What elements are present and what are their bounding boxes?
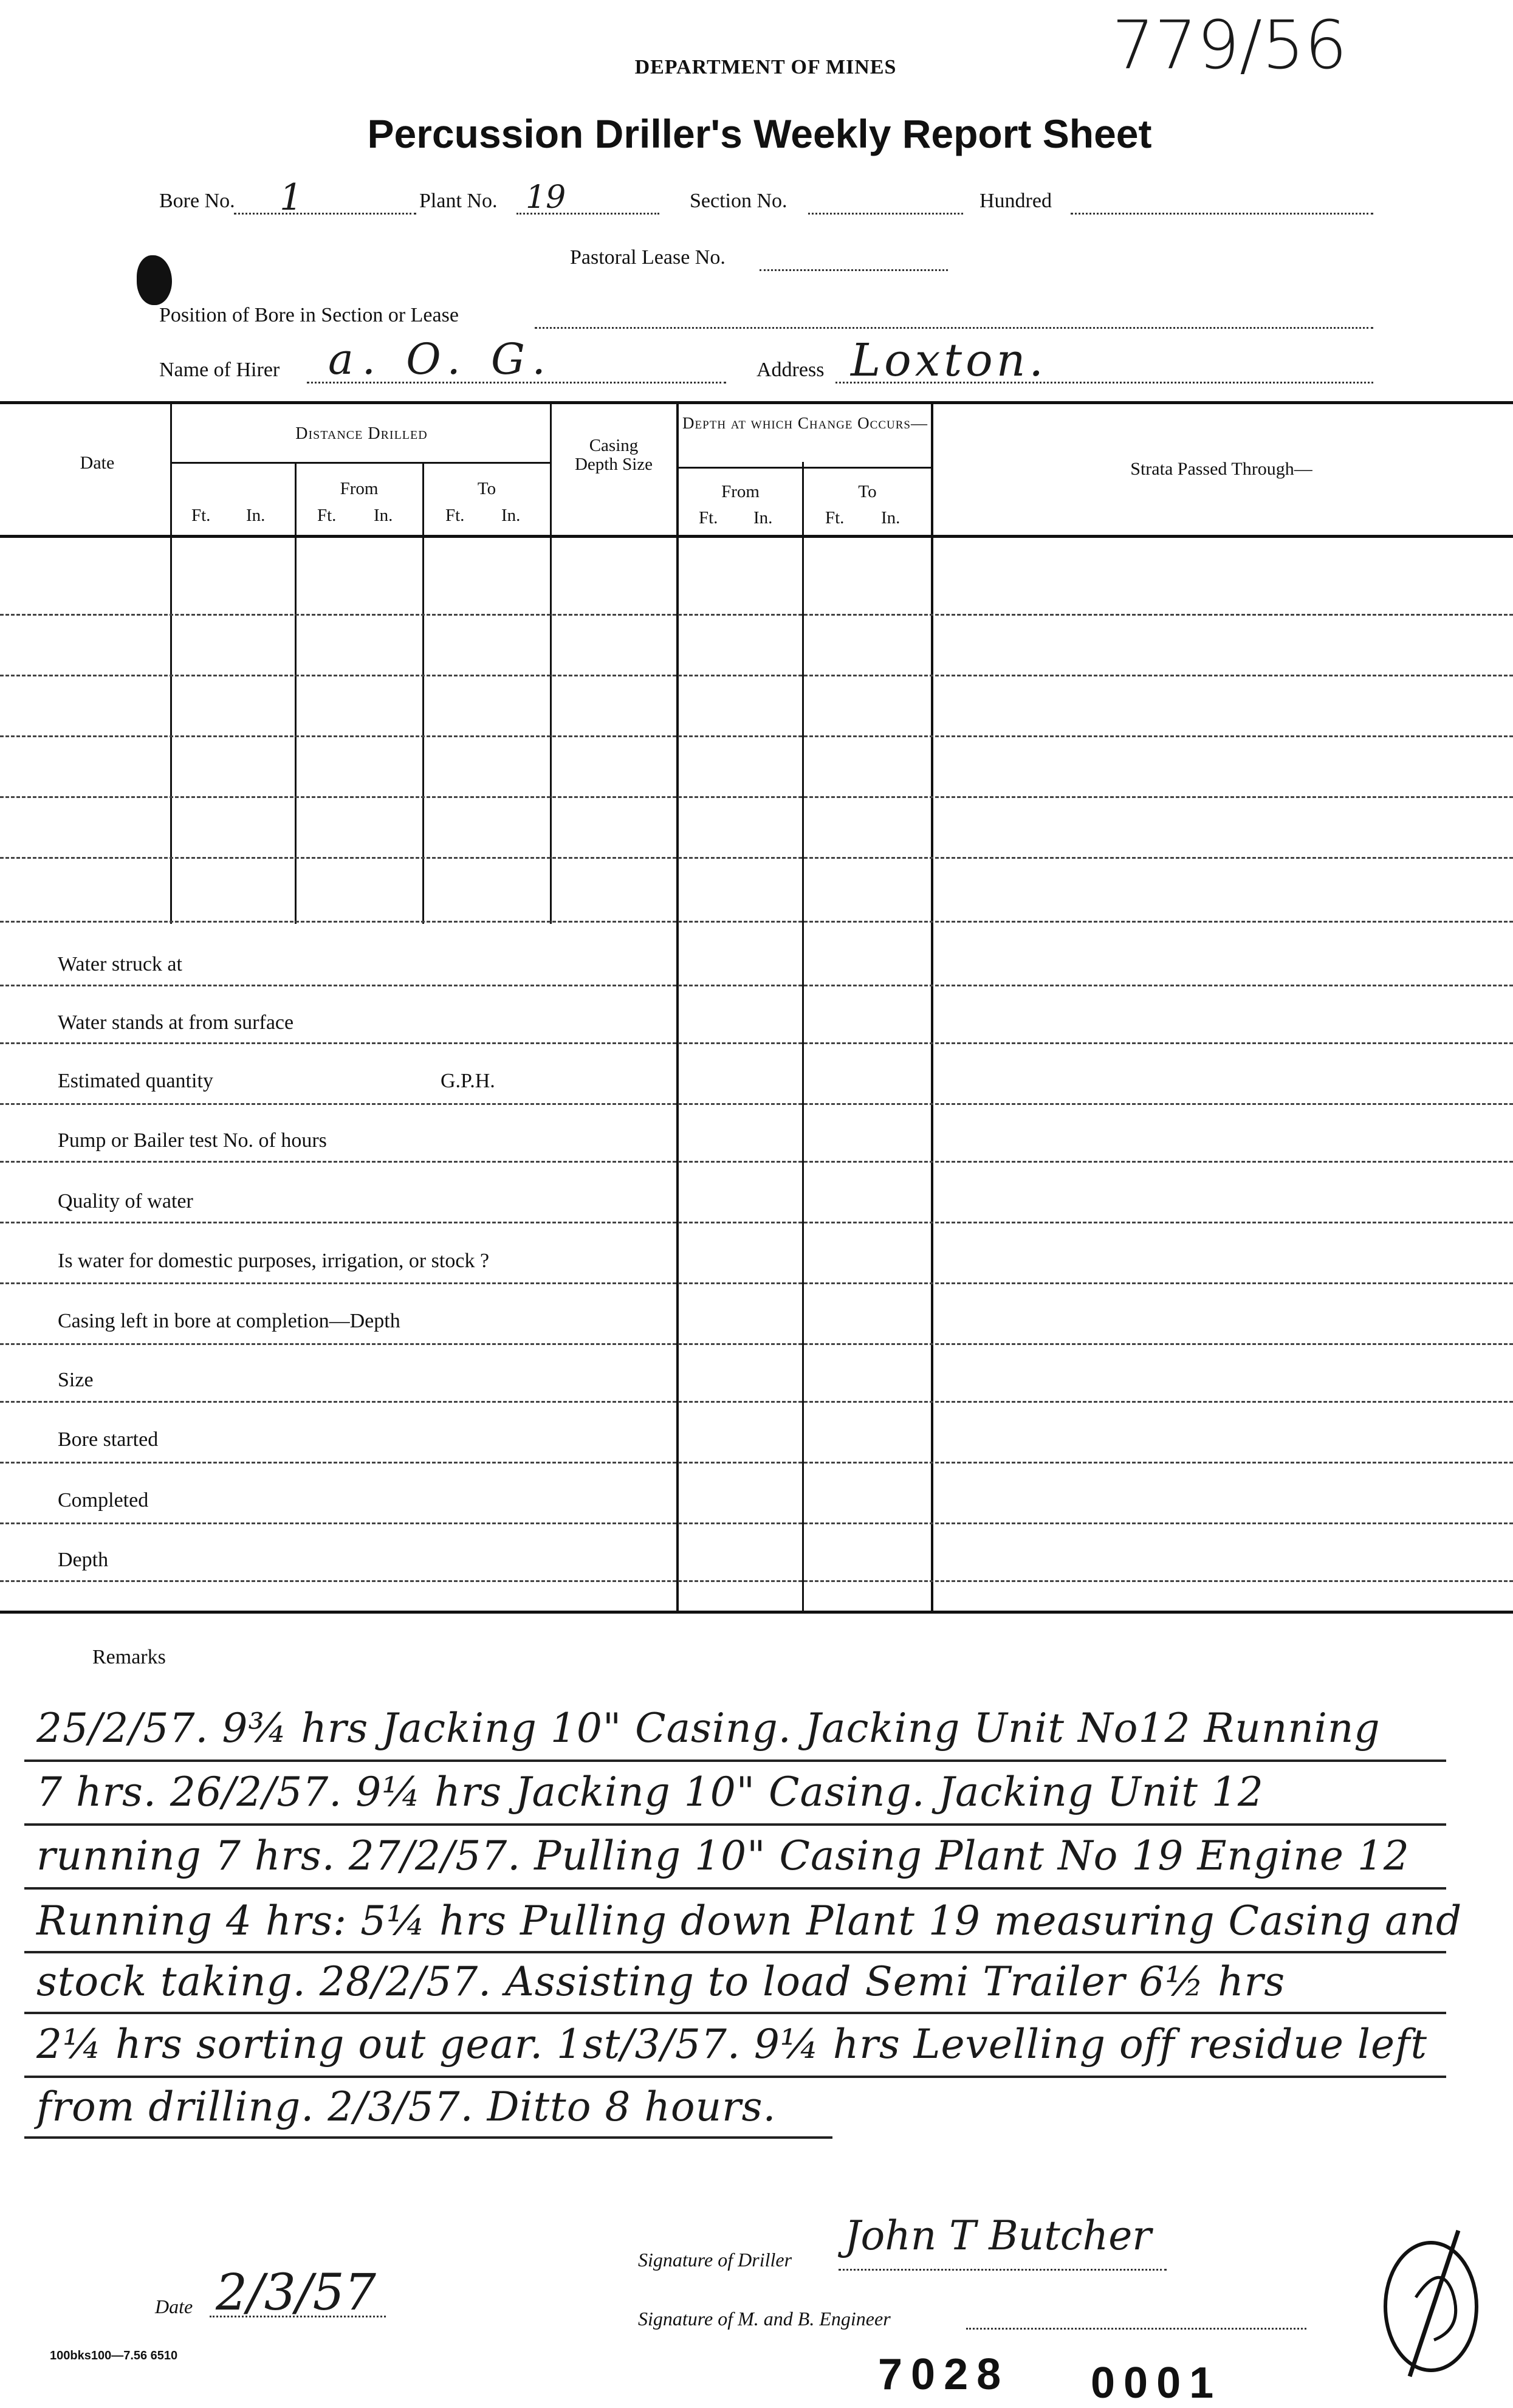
remark-rule (24, 1951, 1446, 1953)
completed-label: Completed (58, 1489, 149, 1512)
remark-rule (24, 2012, 1446, 2014)
col-divider-strata (931, 404, 933, 1611)
table-top-rule (0, 401, 1513, 404)
table-row (0, 1343, 1513, 1345)
department-heading: DEPARTMENT OF MINES (634, 56, 897, 78)
doc-number-a: 7028 (878, 2350, 1010, 2399)
in-label-4: In. (753, 508, 773, 528)
plant-no-value: 19 (526, 179, 566, 216)
table-row (0, 985, 1513, 986)
ft-label-2: Ft. (317, 506, 337, 525)
col-divider-casing-right (676, 404, 679, 1611)
remark-line-5: stock taking. 28/2/57. Assisting to load Semi Trailer 6½ hrs (36, 1958, 1286, 2005)
water-struck-label: Water struck at (58, 953, 182, 975)
remark-rule (24, 1760, 1446, 1762)
remark-line-2: 7 hrs. 26/2/57. 9¼ hrs Jacking 10" Casing. Jacking Unit 12 (36, 1769, 1264, 1815)
hirer-value: a. O. G. (328, 334, 554, 384)
strata-header: Strata Passed Through— (1130, 459, 1312, 479)
table-row (0, 1282, 1513, 1284)
size-label: Size (58, 1369, 94, 1391)
engineer-signature-label: Signature of M. and B. Engineer (638, 2308, 891, 2330)
in-label-5: In. (881, 508, 901, 528)
table-row (0, 614, 1513, 616)
from-label-2: From (721, 482, 760, 501)
hundred-field (1071, 213, 1373, 215)
remark-line-3: running 7 hrs. 27/2/57. Pulling 10" Casing Plant No 19 Engine 12 (36, 1832, 1410, 1879)
remark-rule (24, 1823, 1446, 1826)
remark-rule (24, 2076, 1446, 2078)
bore-no-value: 1 (280, 176, 303, 219)
table-row (0, 921, 1513, 923)
date-header: Date (80, 453, 115, 473)
file-number: 779/56 (1112, 6, 1347, 84)
position-field (535, 327, 1373, 329)
ft-label-5: Ft. (825, 508, 845, 528)
doc-number-b: 0001 (1091, 2359, 1223, 2407)
ft-label-3: Ft. (445, 506, 465, 525)
estimated-quantity-label: Estimated quantity (58, 1070, 213, 1092)
plant-no-label: Plant No. (419, 190, 498, 212)
purpose-label: Is water for domestic purposes, irrigation, or stock ? (58, 1250, 490, 1272)
gph-label: G.P.H. (441, 1070, 495, 1092)
col-divider-to (422, 462, 424, 924)
remark-rule (24, 1887, 1446, 1890)
initials-mark (1373, 2224, 1495, 2382)
position-label: Position of Bore in Section or Lease (159, 304, 459, 326)
page-title: Percussion Driller's Weekly Report Sheet (367, 111, 1152, 156)
depth-change-header: Depth at which Change Occurs— (682, 414, 928, 432)
ft-label-1: Ft. (191, 506, 211, 525)
remarks-label: Remarks (92, 1646, 166, 1668)
print-code: 100bks100—7.56 6510 (50, 2349, 178, 2362)
ft-label-4: Ft. (699, 508, 718, 528)
col-divider-casing-left (550, 404, 552, 924)
driller-signature-label: Signature of Driller (638, 2249, 792, 2271)
section-no-label: Section No. (690, 190, 787, 212)
section-no-field (808, 213, 963, 215)
table-row (0, 796, 1513, 798)
table-row (0, 735, 1513, 737)
engineer-signature-field (966, 2328, 1306, 2330)
remark-line-6: 2¼ hrs sorting out gear. 1st/3/57. 9¼ hrs Levelling off residue left (36, 2021, 1428, 2068)
table-row (0, 1462, 1513, 1464)
address-label: Address (756, 359, 825, 381)
pump-test-label: Pump or Bailer test No. of hours (58, 1129, 327, 1152)
table-row (0, 1161, 1513, 1163)
from-label-1: From (340, 479, 379, 498)
address-value: Loxton. (851, 334, 1047, 387)
date-footer-label: Date (155, 2296, 193, 2317)
table-header-rule (0, 535, 1513, 538)
driller-signature-field (839, 2269, 1167, 2271)
in-label-3: In. (501, 506, 521, 525)
in-label-2: In. (374, 506, 393, 525)
table-row (0, 1103, 1513, 1105)
table-row (0, 857, 1513, 859)
depth-label: Depth (58, 1549, 109, 1571)
bore-no-label: Bore No. (159, 190, 235, 212)
pastoral-lease-field (760, 269, 948, 271)
in-label-1: In. (246, 506, 266, 525)
col-divider-depth-mid (802, 462, 804, 1611)
bore-started-label: Bore started (58, 1428, 159, 1451)
hundred-label: Hundred (980, 190, 1052, 212)
table-bottom-rule (0, 1611, 1513, 1614)
quality-label: Quality of water (58, 1190, 193, 1213)
remark-line-1: 25/2/57. 9¾ hrs Jacking 10" Casing. Jacking Unit No12 Running (36, 1705, 1381, 1752)
table-row (0, 1580, 1513, 1582)
casing-left-label: Casing left in bore at completion—Depth (58, 1310, 400, 1332)
depth-subrule (678, 467, 931, 469)
distance-drilled-header: Distance Drilled (295, 424, 428, 443)
table-row (0, 1522, 1513, 1524)
casing-header: Casing Depth Size (574, 436, 653, 474)
table-row (0, 1222, 1513, 1223)
ink-blot (137, 255, 172, 305)
table-row (0, 1042, 1513, 1044)
remark-rule (24, 2136, 832, 2139)
remark-line-4: Running 4 hrs: 5¼ hrs Pulling down Plant 19 measuring Casing and (36, 1897, 1463, 1944)
to-label-2: To (858, 482, 877, 501)
driller-signature-value: John T Butcher (845, 2212, 1151, 2259)
pastoral-lease-label: Pastoral Lease No. (570, 246, 726, 269)
col-divider-date (170, 404, 172, 924)
col-divider-from (295, 462, 297, 924)
table-row (0, 675, 1513, 676)
distance-subrule (171, 462, 550, 464)
hirer-label: Name of Hirer (159, 359, 280, 381)
table-row (0, 1401, 1513, 1403)
to-label-1: To (477, 479, 496, 498)
date-footer-value: 2/3/57 (216, 2264, 376, 2322)
water-stands-label: Water stands at from surface (58, 1011, 294, 1034)
remark-line-7: from drilling. 2/3/57. Ditto 8 hours. (36, 2083, 777, 2130)
bore-no-field (234, 213, 416, 215)
